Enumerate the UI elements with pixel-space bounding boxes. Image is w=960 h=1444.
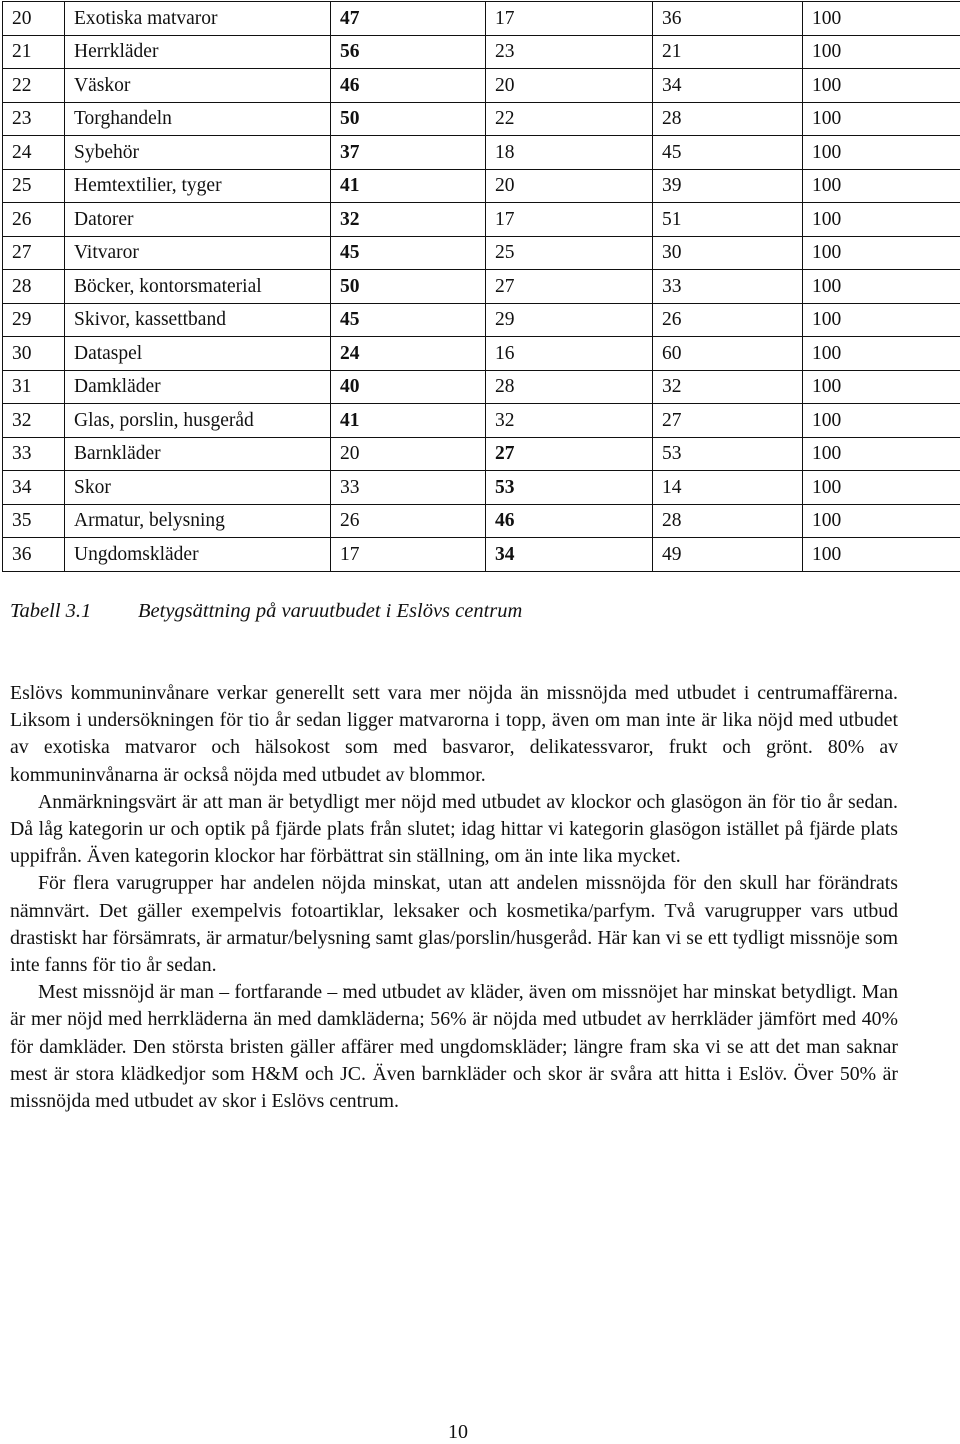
rating-table-body bbox=[3, 2, 960, 572]
value-total: 100 bbox=[803, 35, 960, 69]
row-number: 31 bbox=[3, 370, 65, 404]
table-row bbox=[3, 203, 960, 237]
value-varken: 53 bbox=[486, 471, 653, 505]
row-number: 34 bbox=[3, 471, 65, 505]
value-total: 100 bbox=[803, 370, 960, 404]
value-missnojda: 53 bbox=[653, 437, 803, 471]
value-total: 100 bbox=[803, 404, 960, 438]
table-row bbox=[3, 136, 960, 170]
value-missnojda: 39 bbox=[653, 169, 803, 203]
row-number: 28 bbox=[3, 270, 65, 304]
value-total: 100 bbox=[803, 2, 960, 36]
value-nojda: 46 bbox=[331, 69, 486, 103]
category-name: Dataspel bbox=[65, 337, 331, 371]
value-nojda: 17 bbox=[331, 538, 486, 572]
row-number: 32 bbox=[3, 404, 65, 438]
category-name: Armatur, belysning bbox=[65, 504, 331, 538]
table-row bbox=[3, 404, 960, 438]
value-varken: 16 bbox=[486, 337, 653, 371]
category-name: Hemtextilier, tyger bbox=[65, 169, 331, 203]
value-nojda: 45 bbox=[331, 303, 486, 337]
row-number: 27 bbox=[3, 236, 65, 270]
row-number: 22 bbox=[3, 69, 65, 103]
category-name: Skivor, kassettband bbox=[65, 303, 331, 337]
value-varken: 27 bbox=[486, 437, 653, 471]
rating-table bbox=[2, 1, 960, 572]
row-number: 29 bbox=[3, 303, 65, 337]
value-total: 100 bbox=[803, 538, 960, 572]
value-varken: 17 bbox=[486, 2, 653, 36]
table-row bbox=[3, 437, 960, 471]
value-varken: 46 bbox=[486, 504, 653, 538]
category-name: Datorer bbox=[65, 203, 331, 237]
row-number: 26 bbox=[3, 203, 65, 237]
table-row bbox=[3, 370, 960, 404]
value-nojda: 37 bbox=[331, 136, 486, 170]
value-total: 100 bbox=[803, 437, 960, 471]
value-total: 100 bbox=[803, 337, 960, 371]
value-missnojda: 33 bbox=[653, 270, 803, 304]
paragraph-4: Mest missnöjd är man – fortfarande – med utbudet av kläder, även om missnöjet har minskat betydligt. Man är mer nöjd med herrkläderna än med damkläderna; 56% är nöjda med utbudet av herrkläder jämfört med 40% för damkläder. Den största bristen gäller affärer med ungdomskläder; längre fram ska vi se att det man saknar mest är stora klädkedjor som H&M och JC. Även barnkläder och skor är svåra att hitta i Eslöv. Över 50% är missnöjda med utbudet av skor i Eslövs centrum. bbox=[10, 981, 898, 1113]
value-varken: 34 bbox=[486, 538, 653, 572]
page-number: 10 bbox=[448, 1421, 468, 1443]
category-name: Vitvaror bbox=[65, 236, 331, 270]
value-varken: 18 bbox=[486, 136, 653, 170]
category-name: Torghandeln bbox=[65, 102, 331, 136]
value-varken: 27 bbox=[486, 270, 653, 304]
value-nojda: 26 bbox=[331, 504, 486, 538]
value-total: 100 bbox=[803, 203, 960, 237]
table-row bbox=[3, 35, 960, 69]
value-varken: 22 bbox=[486, 102, 653, 136]
caption-label: Tabell 3.1 bbox=[10, 600, 92, 622]
row-number: 20 bbox=[3, 2, 65, 36]
value-varken: 29 bbox=[486, 303, 653, 337]
value-missnojda: 51 bbox=[653, 203, 803, 237]
value-total: 100 bbox=[803, 504, 960, 538]
value-nojda: 45 bbox=[331, 236, 486, 270]
table-caption bbox=[10, 600, 522, 623]
value-total: 100 bbox=[803, 303, 960, 337]
value-nojda: 56 bbox=[331, 35, 486, 69]
table-row bbox=[3, 504, 960, 538]
row-number: 30 bbox=[3, 337, 65, 371]
value-missnojda: 27 bbox=[653, 404, 803, 438]
value-missnojda: 60 bbox=[653, 337, 803, 371]
category-name: Herrkläder bbox=[65, 35, 331, 69]
value-missnojda: 49 bbox=[653, 538, 803, 572]
value-nojda: 50 bbox=[331, 102, 486, 136]
value-missnojda: 36 bbox=[653, 2, 803, 36]
row-number: 23 bbox=[3, 102, 65, 136]
caption-text: Betygsättning på varuutbudet i Eslövs centrum bbox=[138, 600, 523, 622]
row-number: 35 bbox=[3, 504, 65, 538]
table-row bbox=[3, 2, 960, 36]
value-total: 100 bbox=[803, 169, 960, 203]
table-row bbox=[3, 69, 960, 103]
value-total: 100 bbox=[803, 136, 960, 170]
paragraph-3: För flera varugrupper har andelen nöjda minskat, utan att andelen missnöjda för den skull har förändrats nämnvärt. Det gäller exempelvis fotoartiklar, leksaker och kosmetika/parfym. Två varugrupper vars utbud drastiskt har försämrats, är armatur/belysning samt glas/porslin/husgeråd. Här kan vi se ett tydligt missnöje som inte fanns för tio år sedan. bbox=[10, 872, 898, 977]
category-name: Exotiska matvaror bbox=[65, 2, 331, 36]
category-name: Damkläder bbox=[65, 370, 331, 404]
row-number: 24 bbox=[3, 136, 65, 170]
value-missnojda: 45 bbox=[653, 136, 803, 170]
paragraph-1: Eslövs kommuninvånare verkar generellt sett vara mer nöjda än missnöjda med utbudet i centrumaffärerna. Liksom i undersökningen för tio år sedan ligger matvarorna i topp, även om man inte är lika nöjd med utbudet av exotiska matvaror och hälsokost som med basvaror, delikatessvaror, frukt och grönt. 80% av kommuninvånarna är också nöjda med utbudet av blommor. bbox=[10, 682, 898, 786]
value-nojda: 41 bbox=[331, 404, 486, 438]
value-varken: 32 bbox=[486, 404, 653, 438]
paragraph-2: Anmärkningsvärt är att man är betydligt mer nöjd med utbudet av klockor och glasögon än för tio år sedan. Då låg kategorin ur och optik på fjärde plats från slutet; idag hittar vi kategorin glasögon istället på fjärde plats uppifrån. Även kategorin klockor har förbättrat sin ställning, om än inte lika mycket. bbox=[10, 790, 898, 868]
value-total: 100 bbox=[803, 270, 960, 304]
body-text bbox=[10, 680, 898, 1115]
value-total: 100 bbox=[803, 69, 960, 103]
row-number: 25 bbox=[3, 169, 65, 203]
value-missnojda: 28 bbox=[653, 504, 803, 538]
value-total: 100 bbox=[803, 471, 960, 505]
value-missnojda: 28 bbox=[653, 102, 803, 136]
table-row bbox=[3, 102, 960, 136]
category-name: Skor bbox=[65, 471, 331, 505]
value-nojda: 32 bbox=[331, 203, 486, 237]
row-number: 33 bbox=[3, 437, 65, 471]
value-total: 100 bbox=[803, 236, 960, 270]
value-varken: 20 bbox=[486, 69, 653, 103]
value-nojda: 50 bbox=[331, 270, 486, 304]
table-row bbox=[3, 303, 960, 337]
value-missnojda: 32 bbox=[653, 370, 803, 404]
table-row bbox=[3, 236, 960, 270]
table-row bbox=[3, 169, 960, 203]
table-row bbox=[3, 270, 960, 304]
category-name: Böcker, kontorsmaterial bbox=[65, 270, 331, 304]
value-nojda: 20 bbox=[331, 437, 486, 471]
value-nojda: 24 bbox=[331, 337, 486, 371]
category-name: Glas, porslin, husgeråd bbox=[65, 404, 331, 438]
table-row bbox=[3, 337, 960, 371]
value-missnojda: 21 bbox=[653, 35, 803, 69]
value-varken: 28 bbox=[486, 370, 653, 404]
value-missnojda: 34 bbox=[653, 69, 803, 103]
value-missnojda: 14 bbox=[653, 471, 803, 505]
row-number: 21 bbox=[3, 35, 65, 69]
category-name: Sybehör bbox=[65, 136, 331, 170]
value-total: 100 bbox=[803, 102, 960, 136]
value-varken: 17 bbox=[486, 203, 653, 237]
category-name: Barnkläder bbox=[65, 437, 331, 471]
row-number: 36 bbox=[3, 538, 65, 572]
value-missnojda: 26 bbox=[653, 303, 803, 337]
table-row bbox=[3, 471, 960, 505]
category-name: Ungdomskläder bbox=[65, 538, 331, 572]
table-row bbox=[3, 538, 960, 572]
value-nojda: 40 bbox=[331, 370, 486, 404]
value-missnojda: 30 bbox=[653, 236, 803, 270]
value-varken: 23 bbox=[486, 35, 653, 69]
value-varken: 25 bbox=[486, 236, 653, 270]
value-varken: 20 bbox=[486, 169, 653, 203]
value-nojda: 33 bbox=[331, 471, 486, 505]
value-nojda: 47 bbox=[331, 2, 486, 36]
value-nojda: 41 bbox=[331, 169, 486, 203]
category-name: Väskor bbox=[65, 69, 331, 103]
